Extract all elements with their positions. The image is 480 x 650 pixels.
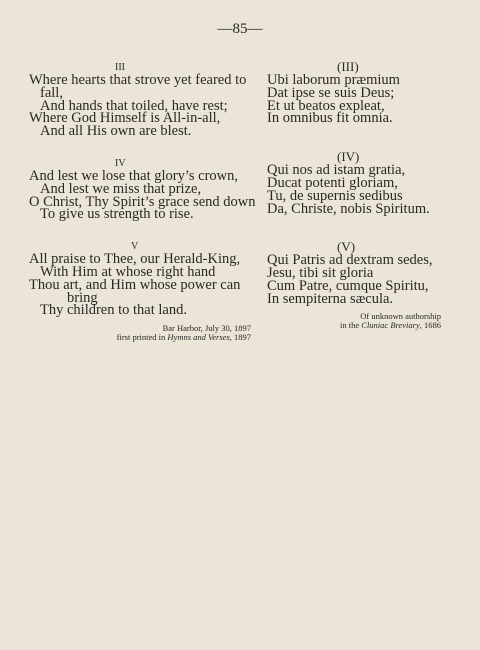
latin-stanza-5 bbox=[267, 240, 447, 305]
stanza-numeral: (III) bbox=[337, 59, 359, 74]
credit-title: Hymns and Verses bbox=[167, 332, 230, 343]
credit-line: Bar Harbor, July 30, 1897 bbox=[162, 323, 251, 334]
verse-line: Jesu, tibi sit gloria bbox=[267, 265, 374, 282]
credit-line bbox=[267, 321, 441, 330]
stanza-numeral: V bbox=[131, 241, 139, 253]
verse-line: Ducat potenti gloriam, bbox=[267, 174, 398, 191]
stanza-numeral: (IV) bbox=[337, 149, 360, 165]
verse-line: fall, bbox=[40, 84, 63, 101]
verse-line: In sempiterna sæcula. bbox=[267, 290, 394, 307]
verse-line: bring bbox=[67, 289, 98, 306]
verse-line: Where hearts that strove yet feared to bbox=[29, 72, 247, 88]
verse-line: O Christ, Thy Spirit’s grace send down bbox=[29, 193, 256, 210]
credit-title: Cluniac Breviary bbox=[361, 319, 420, 330]
english-stanza-4 bbox=[29, 157, 256, 223]
latin-stanza-3 bbox=[267, 60, 447, 125]
verse-line: Et ut beatos expleat, bbox=[267, 97, 385, 114]
latin-stanza-4 bbox=[267, 150, 447, 215]
verse-line: And lest we lose that glory’s crown, bbox=[29, 167, 239, 184]
verse-line: Da, Christe, nobis Spiritum. bbox=[267, 200, 430, 217]
credit-prefix: first printed in bbox=[116, 332, 168, 343]
english-column bbox=[29, 62, 256, 343]
stanza-numeral: III bbox=[115, 62, 125, 73]
verse-line: And hands that toiled, have rest; bbox=[40, 97, 228, 114]
stanza-numeral: (V) bbox=[337, 239, 356, 255]
latin-credit bbox=[267, 312, 441, 330]
credit-line bbox=[29, 333, 251, 342]
latin-column bbox=[267, 60, 447, 330]
credit-line: Of unknown authorship bbox=[360, 310, 441, 321]
english-credit bbox=[29, 324, 251, 342]
english-stanza-5 bbox=[29, 241, 251, 317]
verse-line: Thou art, and Him whose power can bbox=[29, 276, 241, 293]
credit-suffix: , 1897 bbox=[229, 332, 251, 343]
verse-line: And all His own are blest. bbox=[40, 123, 192, 140]
credit-suffix: , 1686 bbox=[419, 319, 441, 330]
verse-line: Qui Patris ad dextram sedes, bbox=[267, 252, 433, 269]
credit-prefix: in the bbox=[340, 319, 362, 330]
verse-line: Where God Himself is All-in-all, bbox=[29, 110, 221, 127]
verse-line: Tu, de supernis sedibus bbox=[267, 187, 403, 204]
verse-line: All praise to Thee, our Herald-King, bbox=[29, 251, 241, 268]
verse-line: Ubi laborum præmium bbox=[267, 72, 400, 88]
verse-line: And lest we miss that prize, bbox=[40, 180, 202, 197]
stanza-numeral: IV bbox=[115, 157, 126, 169]
verse-line: Thy children to that land. bbox=[40, 302, 187, 319]
verse-line: With Him at whose right hand bbox=[40, 263, 216, 280]
verse-line: In omnibus fit omnia. bbox=[267, 110, 393, 127]
verse-line: To give us strength to rise. bbox=[40, 206, 194, 223]
verse-line: Qui nos ad istam gratia, bbox=[267, 162, 406, 179]
verse-line: Dat ipse se suis Deus; bbox=[267, 84, 395, 101]
english-stanza-3 bbox=[29, 62, 251, 138]
verse-line: Cum Patre, cumque Spiritu, bbox=[267, 277, 429, 294]
page-number: —85— bbox=[217, 21, 263, 37]
